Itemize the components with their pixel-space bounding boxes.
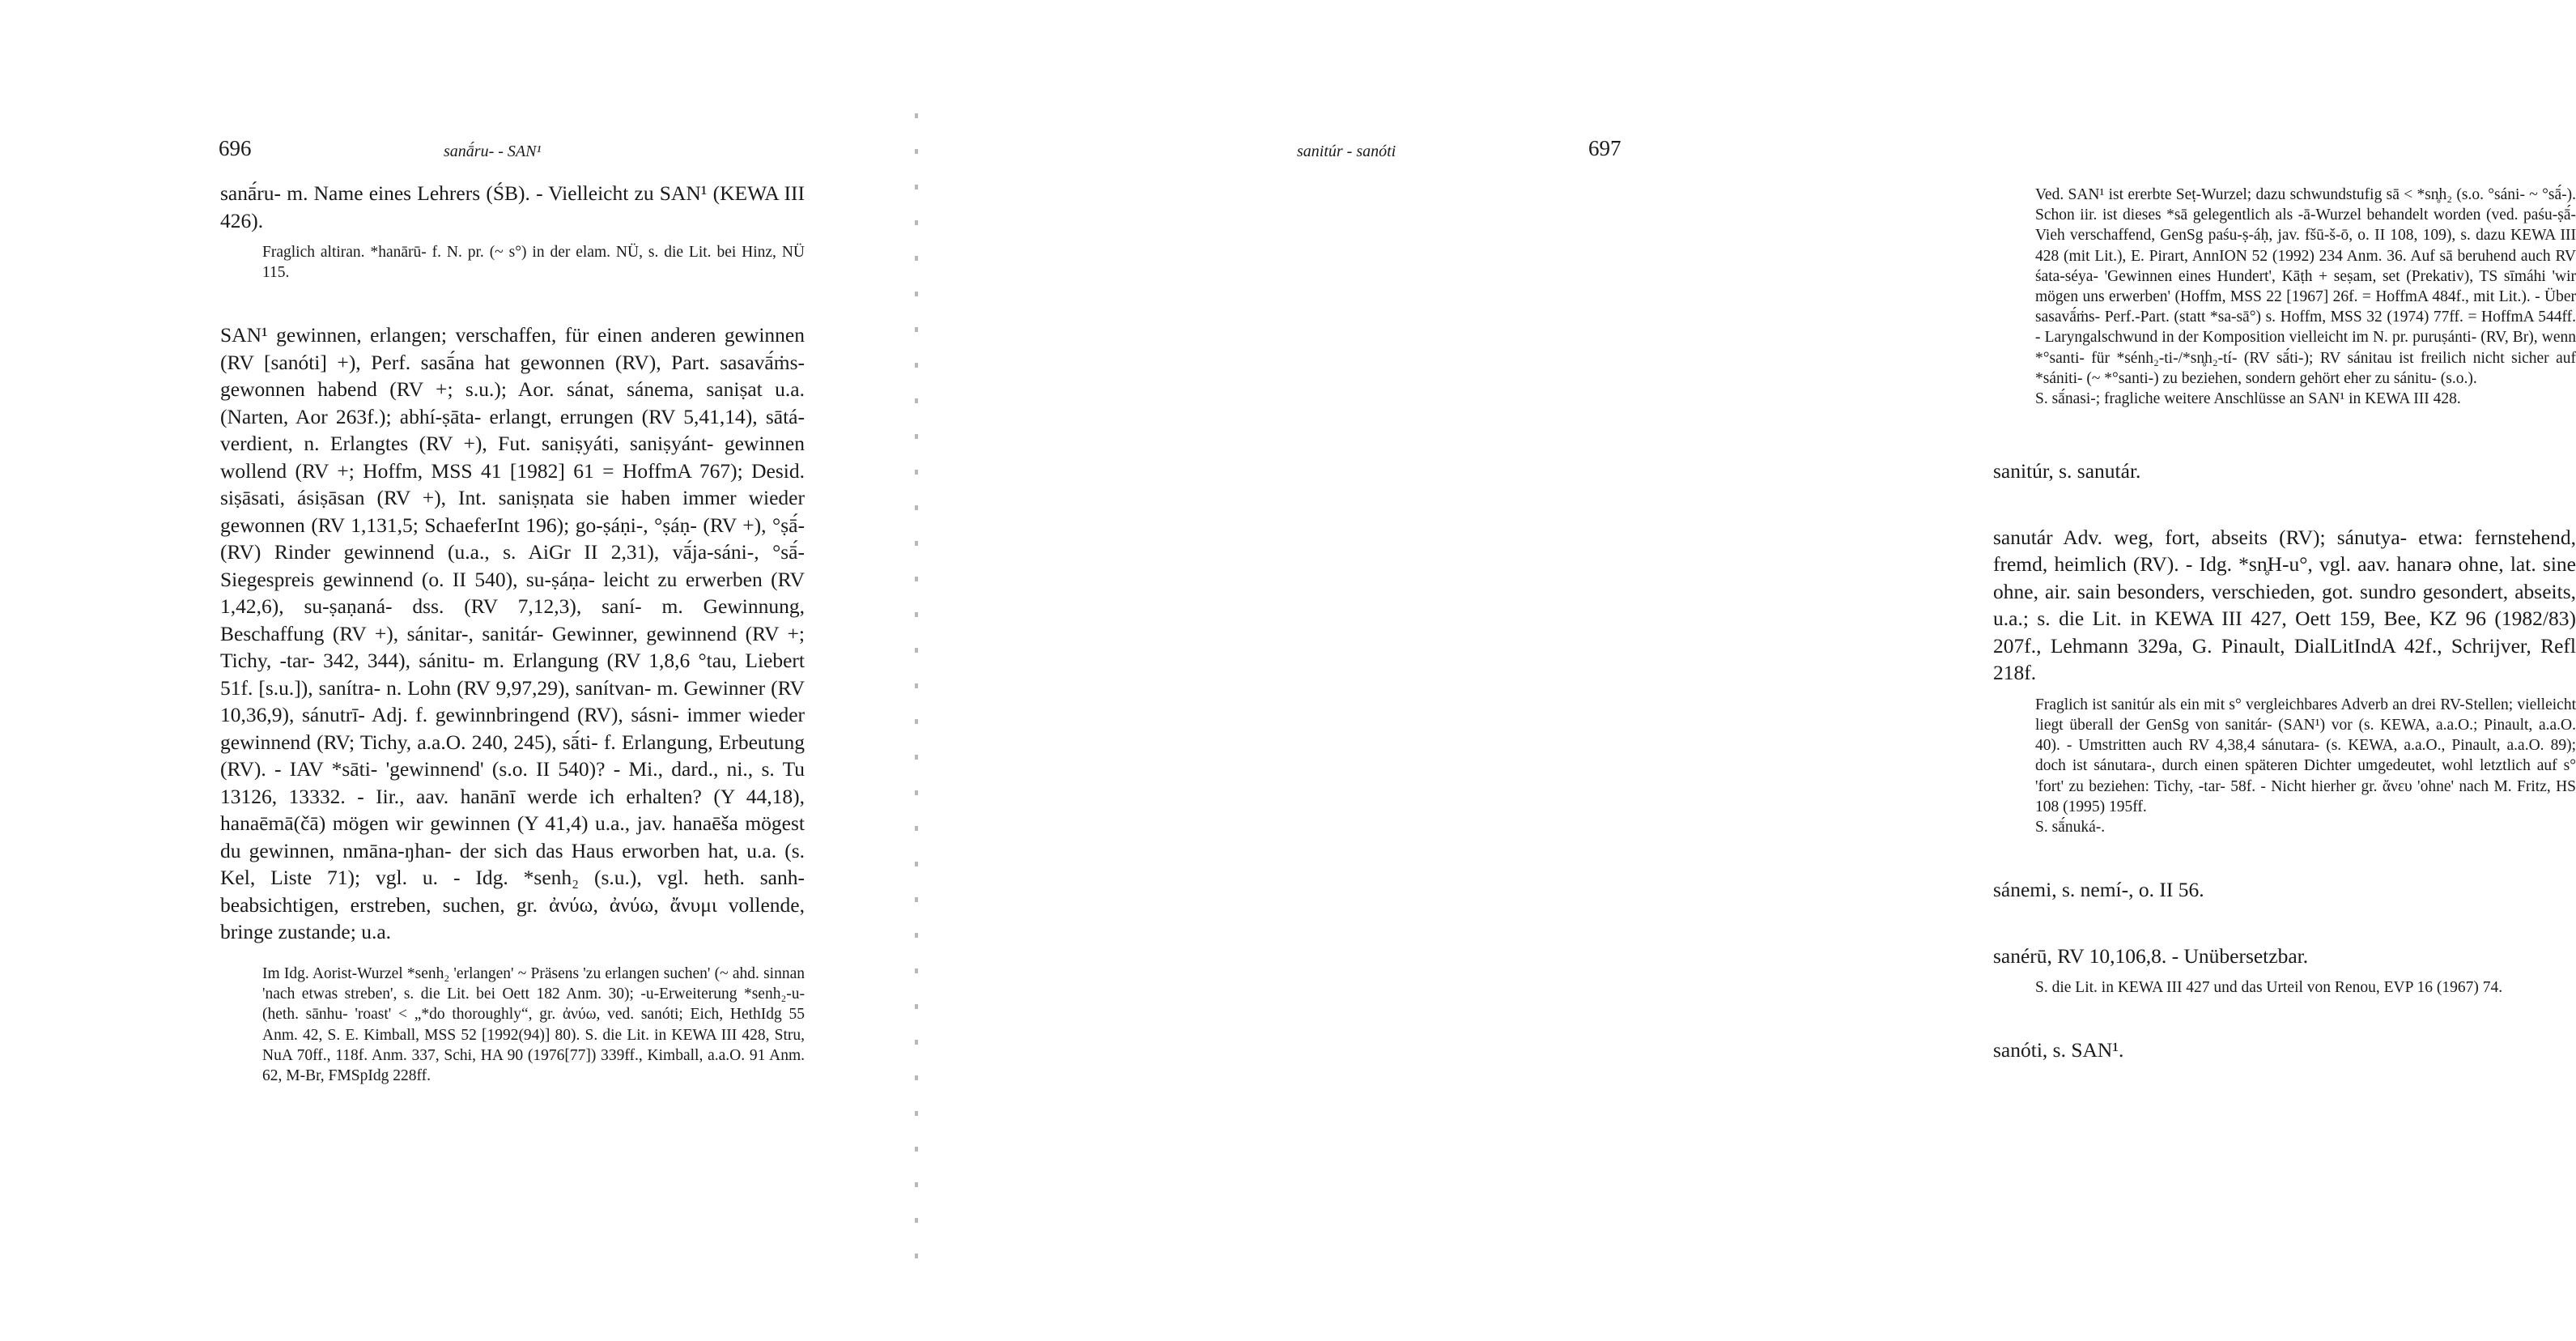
entry-san1: SAN¹ gewinnen, erlangen; verschaffen, für einen anderen gewinnen (RV [sanóti] +), Perf. sasā́na hat gewonnen (RV), Part. sasavā́ṁs- gewonnen habend (RV +; s.u.); Aor. sánat, sánema, saniṣat u.a. (Narten, Aor 263f.); abhí-ṣāta- erlangt, errungen (RV 5,41,14), sātá- verdient, n. Erlangtes (RV +), Fut. saniṣyáti, saniṣyánt- gewinnen wollend (RV +; Hoffm, MSS 41 [1982] 61 = HoffmA 767); Desid. siṣāsati, ásiṣāsan (RV +), Int. saniṣṇata sie haben immer wieder gewonnen (RV 1,131,5; SchaeferInt 196); go-ṣáṇi-, °ṣáṇ- (RV +), °ṣā́- (RV) Rinder gewinnend (u.a., s. AiGr II 2,31), vā́ja-sáni-, °sā́- Siegespreis gewinnend (o. II 540), su-ṣáṇa- leicht zu erwerben (RV 1,42,6), su-ṣaṇaná- dss. (RV 7,12,3), saní- m. Gewinnung, Beschaffung (RV +), sánitar-, sanitár- Gewinner, gewinnend (RV +; Tichy, -tar- 342, 344), sánitu- m. Erlangung (RV 1,8,6 °tau, Liebert 51f. [s.u.]), sanítra- n. Lohn (RV 9,97,29), sanítvan- m. Gewinner (RV 10,36,9), sánutrī- Adj. f. gewinnbringend (RV), sásni- immer wieder gewinnend (RV; Tichy, a.a.O. 240, 245), sā́ti- f. Erlangung, Erbeutung (RV). - IAV *sāti- 'gewinnend' (s.o. II 540)? - Mi., dard., ni., s. Tu 13126, 13332. - Iir., aav. hanānī werde ich erhalten? (Y 44,18), hanaēmā(čā) mögen wir gewinnen (Y 41,4) u.a., jav. hanaēša mögest du gewinnen, nmāna-ŋhan- der sich das Haus erworben hat, u.a. (s. Kel, Liste 71); vgl. u. - Idg. *senh₂ (s.u.), vgl. heth. sanh- beabsichtigen, erstreben, suchen, gr. ἀνύω, ἀνύω, ἄνυμι vollende, bringe zustande; u.a. — [220, 323, 805, 944]
note-san1: Im Idg. Aorist-Wurzel *senh₂ 'erlangen' ~ Präsens 'zu erlangen suchen' (~ ahd. sinnan 'nach etwas streben', s. die Lit. bei Oett 182 Anm. 30); -u-Erweiterung *senh₂-u- (heth. sānhu- 'roast' < „*do thoroughly“, gr. ἀνύω, ved. sanóti; Eich, HethIdg 55 Anm. 42, S. E. Kimball, MSS 52 [1992(94)] 80). S. die Lit. in KEWA III 428, Stru, NuA 70ff., 118f. Anm. 337, Schi, HA 90 (1976[77]) 339ff., Kimball, a.a.O. 91 Anm. 62, M-Br, FMSpIdg 228ff. — [262, 964, 805, 1084]
note-saneru: S. die Lit. in KEWA III 427 und das Urteil von Renou, EVP 16 (1967) 74. — [2035, 979, 2503, 997]
note-ved-san1: Ved. SAN¹ ist ererbte Seṭ-Wurzel; dazu schwundstufig sā < *sn̥h₂ (s.o. °sáni- ~ °sā́-). Schon iir. ist dieses *sā gelegentlich als -ā-Wurzel behandelt worden (ved. paśu-ṣā́- Vieh verschaffend, GenSg paśu-ṣ-áḥ, jav. fšū-š-ō, o. II 108, 109), s. dazu KEWA III 428 (mit Lit.), E. Pirart, AnnION 52 (1992) 234 Anm. 36. Auf sā beruhend auch RV śata-séya- 'Gewinnen eines Hundert', Kāṭh + seṣam, set (Prekativ), TS sīmáhi 'wir mögen uns erwerben' (Hoffm, MSS 22 [1967] 26f. = HoffmA 484f., mit Lit.). - Über sasavā́ṁs- Perf.-Part. (statt *sa-sā°) s. Hoffm, MSS 32 (1974) 77ff. = HoffmA 544ff. - Laryngalschwund in der Komposition vielleicht im N. pr. puruṣánti- (RV, Br), wenn *°santi- für *sénh₂-ti-/*sn̥h₂-tí- (RV sā́ti-); RV sánitau ist freilich nicht sicher auf *sániti- (~ *°santi-) zu beziehen, sondern gehört eher zu sánitu- (s.o.). — [2035, 186, 2576, 387]
note-sanutar: Fraglich ist sanitúr als ein mit s° vergleichbares Adverb an drei RV-Stellen; vielleicht liegt überall der GenSg von sanitár- (SAN¹) vor (s. KEWA, a.a.O.; Pinault, a.a.O. 40). - Umstritten auch RV 4,38,4 sánutara- (s. KEWA, a.a.O., Pinault, a.a.O. 89); doch ist sánutara-, durch einen späteren Dichter umgedeutet, wohl letztlich auf s° 'fort' zu beziehen: Tichy, -tar- 58f. - Nicht hierher gr. ἄνευ 'ohne' nach M. Fritz, HS 108 (1995) 195ff. — [2035, 696, 2576, 815]
right-page — [949, 0, 2576, 1341]
page-number-right: 697 — [1588, 136, 1622, 160]
entry-sanutar: sanutár Adv. weg, fort, abseits (RV); sánutya- etwa: fernstehend, fremd, heimlich (RV). - Idg. *sn̥H-u°, vgl. aav. hanarə ohne, lat. sine ohne, air. sain besonders, verschieden, got. sundro gesondert, abseits, u.a.; s. die Lit. in KEWA III 427, Oett 159, Bee, KZ 96 (1982/83) 207f., Lehmann 329a, G. Pinault, DialLitIndA 42f., Schrijver, Refl 218f. — [1993, 525, 2576, 685]
note-sanasi: S. sā́nasi-; fragliche weitere Anschlüsse an SAN¹ in KEWA III 428. — [2035, 390, 2461, 408]
gutter-marks — [915, 113, 918, 1263]
note-sanaru: Fraglich altiran. *hanārū- f. N. pr. (~ s°) in der elam. NÜ, s. die Lit. bei Hinz, NÜ 115. — [262, 244, 805, 282]
left-column — [220, 180, 805, 1086]
running-head-left: sanā́ru- - SAN¹ — [444, 143, 542, 160]
left-page — [0, 0, 949, 1341]
entry-sanoti: sanóti, s. SAN¹. — [1993, 1038, 2124, 1062]
note-sanuka: S. sā́nuká-. — [2035, 818, 2106, 836]
entry-saneru: sanérū, RV 10,106,8. - Unübersetzbar. — [1993, 943, 2309, 968]
page-number-left: 696 — [219, 136, 252, 160]
right-column — [1993, 185, 2576, 1064]
entry-sanemi: sánemi, s. nemí-, o. II 56. — [1993, 878, 2204, 902]
running-head-right: sanitúr - sanóti — [1297, 143, 1396, 160]
entry-sanitur: sanitúr, s. sanutár. — [1993, 459, 2141, 483]
entry-sanaru: sanā́ru- m. Name eines Lehrers (ŚB). - Vielleicht zu SAN¹ (KEWA III 426). — [220, 181, 805, 232]
